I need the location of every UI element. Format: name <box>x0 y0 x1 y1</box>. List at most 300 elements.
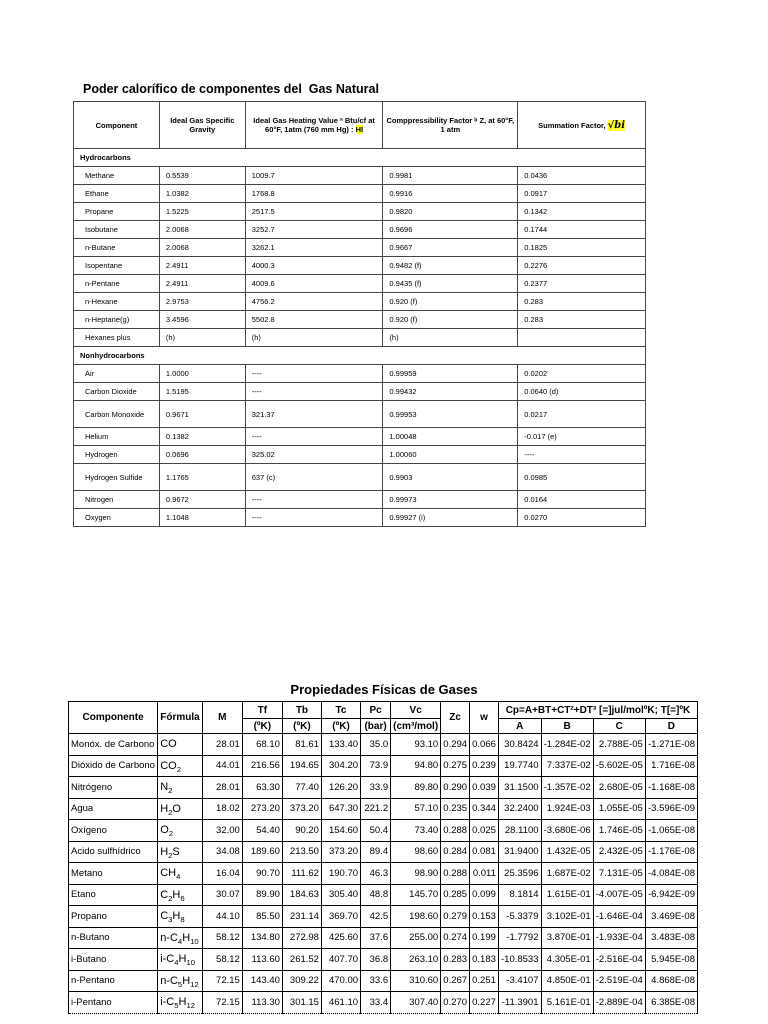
summation-factor: 0.0985 <box>518 464 646 491</box>
heating-value: ---- <box>245 509 383 527</box>
heating-value: 2517.5 <box>245 203 383 221</box>
specific-gravity: 0.1382 <box>159 428 245 446</box>
formula-part: H <box>172 888 181 901</box>
table-row <box>74 257 646 275</box>
value-w: 0.081 <box>470 841 499 863</box>
value-w: 0.099 <box>470 884 499 906</box>
summation-factor: 0.0270 <box>518 509 646 527</box>
value-cp-b: 4.305E-01 <box>541 949 593 971</box>
specific-gravity: 0.9671 <box>159 401 245 428</box>
summation-factor: 0.2276 <box>518 257 646 275</box>
value-cp-b: 3.870E-01 <box>541 927 593 949</box>
heating-value: 4009.6 <box>245 275 383 293</box>
table-row <box>74 491 646 509</box>
compressibility: 0.99959 <box>383 365 518 383</box>
table-row <box>74 365 646 383</box>
component-name: Oxígeno <box>69 820 158 842</box>
specific-gravity: 2.4911 <box>159 275 245 293</box>
formula-part: n-C <box>160 974 178 987</box>
value-w: 0.039 <box>470 777 499 799</box>
chemical-formula <box>158 949 203 971</box>
value-cp-b: -3.680E-06 <box>541 820 593 842</box>
value-cp-c: 7.131E-05 <box>593 863 645 885</box>
value-vc: 93.10 <box>391 734 441 756</box>
summation-factor: 0.0640 (d) <box>518 383 646 401</box>
component-name: Hydrogen Sulfide <box>74 464 160 491</box>
unit-tb: (ºK) <box>282 719 321 734</box>
value-cp-c: 1.746E-05 <box>593 820 645 842</box>
value-tb: 261.52 <box>282 949 321 971</box>
specific-gravity: 0.5539 <box>159 167 245 185</box>
value-vc: 57.10 <box>391 798 441 820</box>
component-name: n-Butane <box>74 239 160 257</box>
formula-part: O <box>160 824 169 837</box>
summation-factor: 0.0217 <box>518 401 646 428</box>
table-row <box>74 329 646 347</box>
value-m: 72.15 <box>202 992 242 1014</box>
value-cp-a: -3.4107 <box>498 970 541 992</box>
value-vc: 94.80 <box>391 755 441 777</box>
compressibility: (h) <box>383 329 518 347</box>
component-name: n-Butano <box>69 927 158 949</box>
formula-subscript: 2 <box>168 807 173 817</box>
table-row <box>69 970 698 992</box>
value-w: 0.251 <box>470 970 499 992</box>
value-tb: 272.98 <box>282 927 321 949</box>
formula-part: CO <box>160 759 177 772</box>
table-row <box>69 863 698 885</box>
value-tf: 143.40 <box>242 970 282 992</box>
heating-value: ---- <box>245 491 383 509</box>
value-m: 58.12 <box>202 949 242 971</box>
value-tb: 231.14 <box>282 906 321 928</box>
formula-subscript: 4 <box>174 958 179 968</box>
value-cp-a: 8.1814 <box>498 884 541 906</box>
section-hydrocarbons <box>74 149 646 167</box>
value-tc: 304.20 <box>321 755 360 777</box>
value-m: 28.01 <box>202 777 242 799</box>
value-tc: 133.40 <box>321 734 360 756</box>
component-name: Propane <box>74 203 160 221</box>
specific-gravity: 2.9753 <box>159 293 245 311</box>
formula-subscript: 12 <box>190 979 199 989</box>
chemical-formula <box>158 841 203 863</box>
value-pc: 89.4 <box>361 841 391 863</box>
value-cp-c: 2.432E-05 <box>593 841 645 863</box>
formula-subscript: 10 <box>190 936 199 946</box>
chemical-formula <box>158 820 203 842</box>
value-cp-a: 19.7740 <box>498 755 541 777</box>
compressibility: 0.9696 <box>383 221 518 239</box>
table-row <box>74 203 646 221</box>
col-m: M <box>202 702 242 734</box>
chemical-formula <box>158 906 203 928</box>
value-cp-d: 3.469E-08 <box>645 906 697 928</box>
table-row <box>74 167 646 185</box>
value-cp-a: 32.2400 <box>498 798 541 820</box>
value-cp-d: -3.596E-09 <box>645 798 697 820</box>
value-w: 0.344 <box>470 798 499 820</box>
value-tc: 407.70 <box>321 949 360 971</box>
value-w: 0.066 <box>470 734 499 756</box>
value-vc: 98.60 <box>391 841 441 863</box>
component-name: Propano <box>69 906 158 928</box>
value-w: 0.153 <box>470 906 499 928</box>
summation-factor: 0.1342 <box>518 203 646 221</box>
formula-part: H <box>160 845 169 858</box>
col-d: D <box>645 719 697 734</box>
compressibility: 0.9820 <box>383 203 518 221</box>
value-cp-b: 1.432E-05 <box>541 841 593 863</box>
table-row <box>74 293 646 311</box>
value-zc: 0.288 <box>441 820 470 842</box>
heating-value: ---- <box>245 428 383 446</box>
col-c: C <box>593 719 645 734</box>
table-row <box>69 798 698 820</box>
component-name: Air <box>74 365 160 383</box>
table-row <box>69 820 698 842</box>
value-cp-c: -5.602E-05 <box>593 755 645 777</box>
compressibility: 0.9435 (f) <box>383 275 518 293</box>
component-name: i-Pentano <box>69 992 158 1014</box>
value-pc: 46.3 <box>361 863 391 885</box>
formula-part: i-C <box>160 953 175 966</box>
value-vc: 310.60 <box>391 970 441 992</box>
value-vc: 255.00 <box>391 927 441 949</box>
table-row <box>74 509 646 527</box>
chemical-formula <box>158 798 203 820</box>
value-pc: 73.9 <box>361 755 391 777</box>
value-w: 0.025 <box>470 820 499 842</box>
specific-gravity: 1.0000 <box>159 365 245 383</box>
chemical-formula <box>158 884 203 906</box>
table-row <box>74 464 646 491</box>
value-pc: 221.2 <box>361 798 391 820</box>
formula-part: H <box>178 953 187 966</box>
value-zc: 0.294 <box>441 734 470 756</box>
table-row <box>74 383 646 401</box>
formula-part: N <box>160 781 169 794</box>
formula-part: H <box>178 996 187 1009</box>
formula-subscript: 12 <box>186 1001 196 1011</box>
value-zc: 0.274 <box>441 927 470 949</box>
component-name: Helium <box>74 428 160 446</box>
formula-part: CO <box>160 738 177 751</box>
table-row <box>74 221 646 239</box>
value-zc: 0.290 <box>441 777 470 799</box>
heating-value-table <box>73 101 646 527</box>
heating-value: 4000.3 <box>245 257 383 275</box>
value-cp-c: -2.519E-04 <box>593 970 645 992</box>
table-row <box>69 927 698 949</box>
col-pc: Pc <box>361 702 391 719</box>
heating-value: ---- <box>245 383 383 401</box>
heating-value: 321.37 <box>245 401 383 428</box>
summation-factor: 0.1825 <box>518 239 646 257</box>
value-tc: 126.20 <box>321 777 360 799</box>
unit-pc: (bar) <box>361 719 391 734</box>
formula-part: C <box>160 888 169 901</box>
value-pc: 48.8 <box>361 884 391 906</box>
summation-factor: 0.1744 <box>518 221 646 239</box>
compressibility: 0.9916 <box>383 185 518 203</box>
value-pc: 37.6 <box>361 927 391 949</box>
value-tf: 189.60 <box>242 841 282 863</box>
formula-part: O <box>172 802 181 815</box>
value-vc: 73.40 <box>391 820 441 842</box>
value-cp-d: 5.945E-08 <box>645 949 697 971</box>
table-row <box>74 275 646 293</box>
component-name: Agua <box>69 798 158 820</box>
col-component: Component <box>74 102 160 149</box>
value-tc: 425.60 <box>321 927 360 949</box>
value-zc: 0.284 <box>441 841 470 863</box>
formula-subscript: 2 <box>168 829 174 839</box>
component-name: Hexanes plus <box>74 329 160 347</box>
value-m: 32.00 <box>202 820 242 842</box>
value-zc: 0.235 <box>441 798 470 820</box>
compressibility: 0.99953 <box>383 401 518 428</box>
section-nonhydrocarbons <box>74 347 646 365</box>
chemical-formula <box>158 734 203 756</box>
formula-subscript: 5 <box>174 1001 179 1011</box>
summation-factor: 0.0917 <box>518 185 646 203</box>
value-cp-c: 2.680E-05 <box>593 777 645 799</box>
unit-tc: (ºK) <box>321 719 360 734</box>
specific-gravity: 3.4596 <box>159 311 245 329</box>
value-cp-c: -2.889E-04 <box>593 992 645 1014</box>
table-row <box>69 777 698 799</box>
value-m: 18.02 <box>202 798 242 820</box>
specific-gravity: 1.1048 <box>159 509 245 527</box>
value-pc: 36.8 <box>361 949 391 971</box>
specific-gravity: 1.5195 <box>159 383 245 401</box>
component-name: Metano <box>69 863 158 885</box>
summation-factor: 0.283 <box>518 293 646 311</box>
value-cp-a: 31.1500 <box>498 777 541 799</box>
value-cp-d: 6.385E-08 <box>645 992 697 1014</box>
value-tb: 184.63 <box>282 884 321 906</box>
unit-vc: (cm³/mol) <box>391 719 441 734</box>
table-row <box>69 841 698 863</box>
formula-part: i-C <box>160 996 175 1009</box>
component-name: Methane <box>74 167 160 185</box>
value-cp-c: 1.055E-05 <box>593 798 645 820</box>
value-pc: 33.6 <box>361 970 391 992</box>
formula-subscript: 6 <box>180 893 185 903</box>
col-w: w <box>470 702 499 734</box>
value-vc: 263.10 <box>391 949 441 971</box>
heating-value: 637 (c) <box>245 464 383 491</box>
sqrt-bi-symbol: √bi <box>607 119 626 131</box>
compressibility: 1.00060 <box>383 446 518 464</box>
value-cp-d: 4.868E-08 <box>645 970 697 992</box>
component-name: Carbon Monoxide <box>74 401 160 428</box>
component-name: Nitrógeno <box>69 777 158 799</box>
compressibility: 0.9903 <box>383 464 518 491</box>
formula-part: S <box>172 845 180 858</box>
value-cp-d: -1.168E-08 <box>645 777 697 799</box>
table-row <box>69 992 698 1014</box>
heating-value: 3262.1 <box>245 239 383 257</box>
formula-subscript: 5 <box>177 979 183 989</box>
section-hydrocarbons-label: Hydrocarbons <box>74 149 646 167</box>
value-cp-d: -1.065E-08 <box>645 820 697 842</box>
component-name: Nitrogen <box>74 491 160 509</box>
value-tc: 461.10 <box>321 992 360 1014</box>
formula-part: H <box>172 910 181 923</box>
value-w: 0.183 <box>470 949 499 971</box>
component-name: Oxygen <box>74 509 160 527</box>
col-compressibility: Comppressibility Factor ᵇ Z, at 60°F, 1 atm <box>383 102 518 149</box>
value-m: 44.01 <box>202 755 242 777</box>
component-name: Isobutane <box>74 221 160 239</box>
value-tb: 111.62 <box>282 863 321 885</box>
table-row <box>69 906 698 928</box>
col-tb: Tb <box>282 702 321 719</box>
specific-gravity: 1.5225 <box>159 203 245 221</box>
col-summation-factor: Summation Factor, √bi <box>518 102 646 149</box>
value-tc: 305.40 <box>321 884 360 906</box>
value-cp-a: 31.9400 <box>498 841 541 863</box>
value-zc: 0.285 <box>441 884 470 906</box>
value-tb: 213.50 <box>282 841 321 863</box>
value-cp-a: -5.3379 <box>498 906 541 928</box>
value-m: 16.04 <box>202 863 242 885</box>
value-zc: 0.279 <box>441 906 470 928</box>
value-cp-a: 28.1100 <box>498 820 541 842</box>
col-b: B <box>541 719 593 734</box>
summation-factor: 0.2377 <box>518 275 646 293</box>
col-tf: Tf <box>242 702 282 719</box>
value-vc: 145.70 <box>391 884 441 906</box>
component-name: Monóx. de Carbono <box>69 734 158 756</box>
component-name: n-Heptane(g) <box>74 311 160 329</box>
component-name: Ethane <box>74 185 160 203</box>
formula-subscript: 2 <box>168 786 173 796</box>
component-name: Isopentane <box>74 257 160 275</box>
col-specific-gravity: Ideal Gas Specific Gravity <box>159 102 245 149</box>
component-name: n-Pentane <box>74 275 160 293</box>
value-tf: 113.30 <box>242 992 282 1014</box>
summation-factor: 0.283 <box>518 311 646 329</box>
formula-subscript: 2 <box>168 893 173 903</box>
value-m: 28.01 <box>202 734 242 756</box>
chemical-formula <box>158 863 203 885</box>
value-cp-b: 1.687E-02 <box>541 863 593 885</box>
formula-part: H <box>160 802 169 815</box>
col-heating-value: Ideal Gas Heating Value ª Btu/cf at 60°F, 1atm (760 mm Hg) : HI <box>245 102 383 149</box>
value-cp-a: -1.7792 <box>498 927 541 949</box>
value-tc: 470.00 <box>321 970 360 992</box>
value-cp-b: 5.161E-01 <box>541 992 593 1014</box>
heating-value: 5502.8 <box>245 311 383 329</box>
formula-subscript: 4 <box>177 936 183 946</box>
table-row <box>74 239 646 257</box>
specific-gravity: 2.0068 <box>159 221 245 239</box>
col-zc: Zc <box>441 702 470 734</box>
value-cp-a: -10.8533 <box>498 949 541 971</box>
heating-value: 3252.7 <box>245 221 383 239</box>
compressibility: 0.9981 <box>383 167 518 185</box>
chemical-formula <box>158 755 203 777</box>
value-tb: 309.22 <box>282 970 321 992</box>
value-m: 34.08 <box>202 841 242 863</box>
value-zc: 0.283 <box>441 949 470 971</box>
col-tc: Tc <box>321 702 360 719</box>
value-tf: 68.10 <box>242 734 282 756</box>
compressibility: 0.99432 <box>383 383 518 401</box>
specific-gravity: (h) <box>159 329 245 347</box>
heating-value: 4756.2 <box>245 293 383 311</box>
props-table-title: Propiedades Físicas de Gases <box>290 682 478 697</box>
specific-gravity: 2.4911 <box>159 257 245 275</box>
formula-subscript: 8 <box>180 915 185 925</box>
value-cp-d: 1.716E-08 <box>645 755 697 777</box>
compressibility: 0.9667 <box>383 239 518 257</box>
heating-value: 1768.8 <box>245 185 383 203</box>
value-tf: 113.60 <box>242 949 282 971</box>
value-cp-b: 7.337E-02 <box>541 755 593 777</box>
value-w: 0.011 <box>470 863 499 885</box>
chemical-formula <box>158 992 203 1014</box>
compressibility: 0.99927 (i) <box>383 509 518 527</box>
summation-factor: 0.0164 <box>518 491 646 509</box>
value-pc: 50.4 <box>361 820 391 842</box>
value-cp-c: -4.007E-05 <box>593 884 645 906</box>
summation-factor <box>518 329 646 347</box>
formula-subscript: 2 <box>176 764 181 774</box>
formula-part: H <box>182 931 191 944</box>
compressibility: 0.920 (f) <box>383 293 518 311</box>
heating-value: (h) <box>245 329 383 347</box>
value-cp-d: -1.176E-08 <box>645 841 697 863</box>
value-zc: 0.288 <box>441 863 470 885</box>
col-a: A <box>498 719 541 734</box>
compressibility: 1.00048 <box>383 428 518 446</box>
table-row <box>69 884 698 906</box>
formula-subscript: 2 <box>168 850 173 860</box>
value-tc: 190.70 <box>321 863 360 885</box>
value-tb: 77.40 <box>282 777 321 799</box>
formula-part: C <box>160 910 169 923</box>
summation-factor: 0.0202 <box>518 365 646 383</box>
specific-gravity: 1.1765 <box>159 464 245 491</box>
value-zc: 0.275 <box>441 755 470 777</box>
section-nonhydrocarbons-label: Nonhydrocarbons <box>74 347 646 365</box>
col-cp-equation: Cp=A+BT+CT²+DT³ [=]jul/molºK; T[=]ºK <box>498 702 697 719</box>
value-cp-b: -1.357E-02 <box>541 777 593 799</box>
table-row <box>74 185 646 203</box>
component-name: Carbon Dioxide <box>74 383 160 401</box>
value-tb: 301.15 <box>282 992 321 1014</box>
value-m: 58.12 <box>202 927 242 949</box>
value-pc: 35.0 <box>361 734 391 756</box>
value-w: 0.239 <box>470 755 499 777</box>
component-name: Dióxido de Carbono <box>69 755 158 777</box>
col-vc: Vc <box>391 702 441 719</box>
value-vc: 307.40 <box>391 992 441 1014</box>
formula-subscript: 3 <box>168 915 173 925</box>
compressibility: 0.9482 (f) <box>383 257 518 275</box>
chemical-formula <box>158 927 203 949</box>
formula-part: CH <box>160 867 177 880</box>
value-cp-d: 3.483E-08 <box>645 927 697 949</box>
value-cp-d: -1.271E-08 <box>645 734 697 756</box>
value-cp-c: 2.788E-05 <box>593 734 645 756</box>
value-m: 72.15 <box>202 970 242 992</box>
value-cp-a: 25.3596 <box>498 863 541 885</box>
